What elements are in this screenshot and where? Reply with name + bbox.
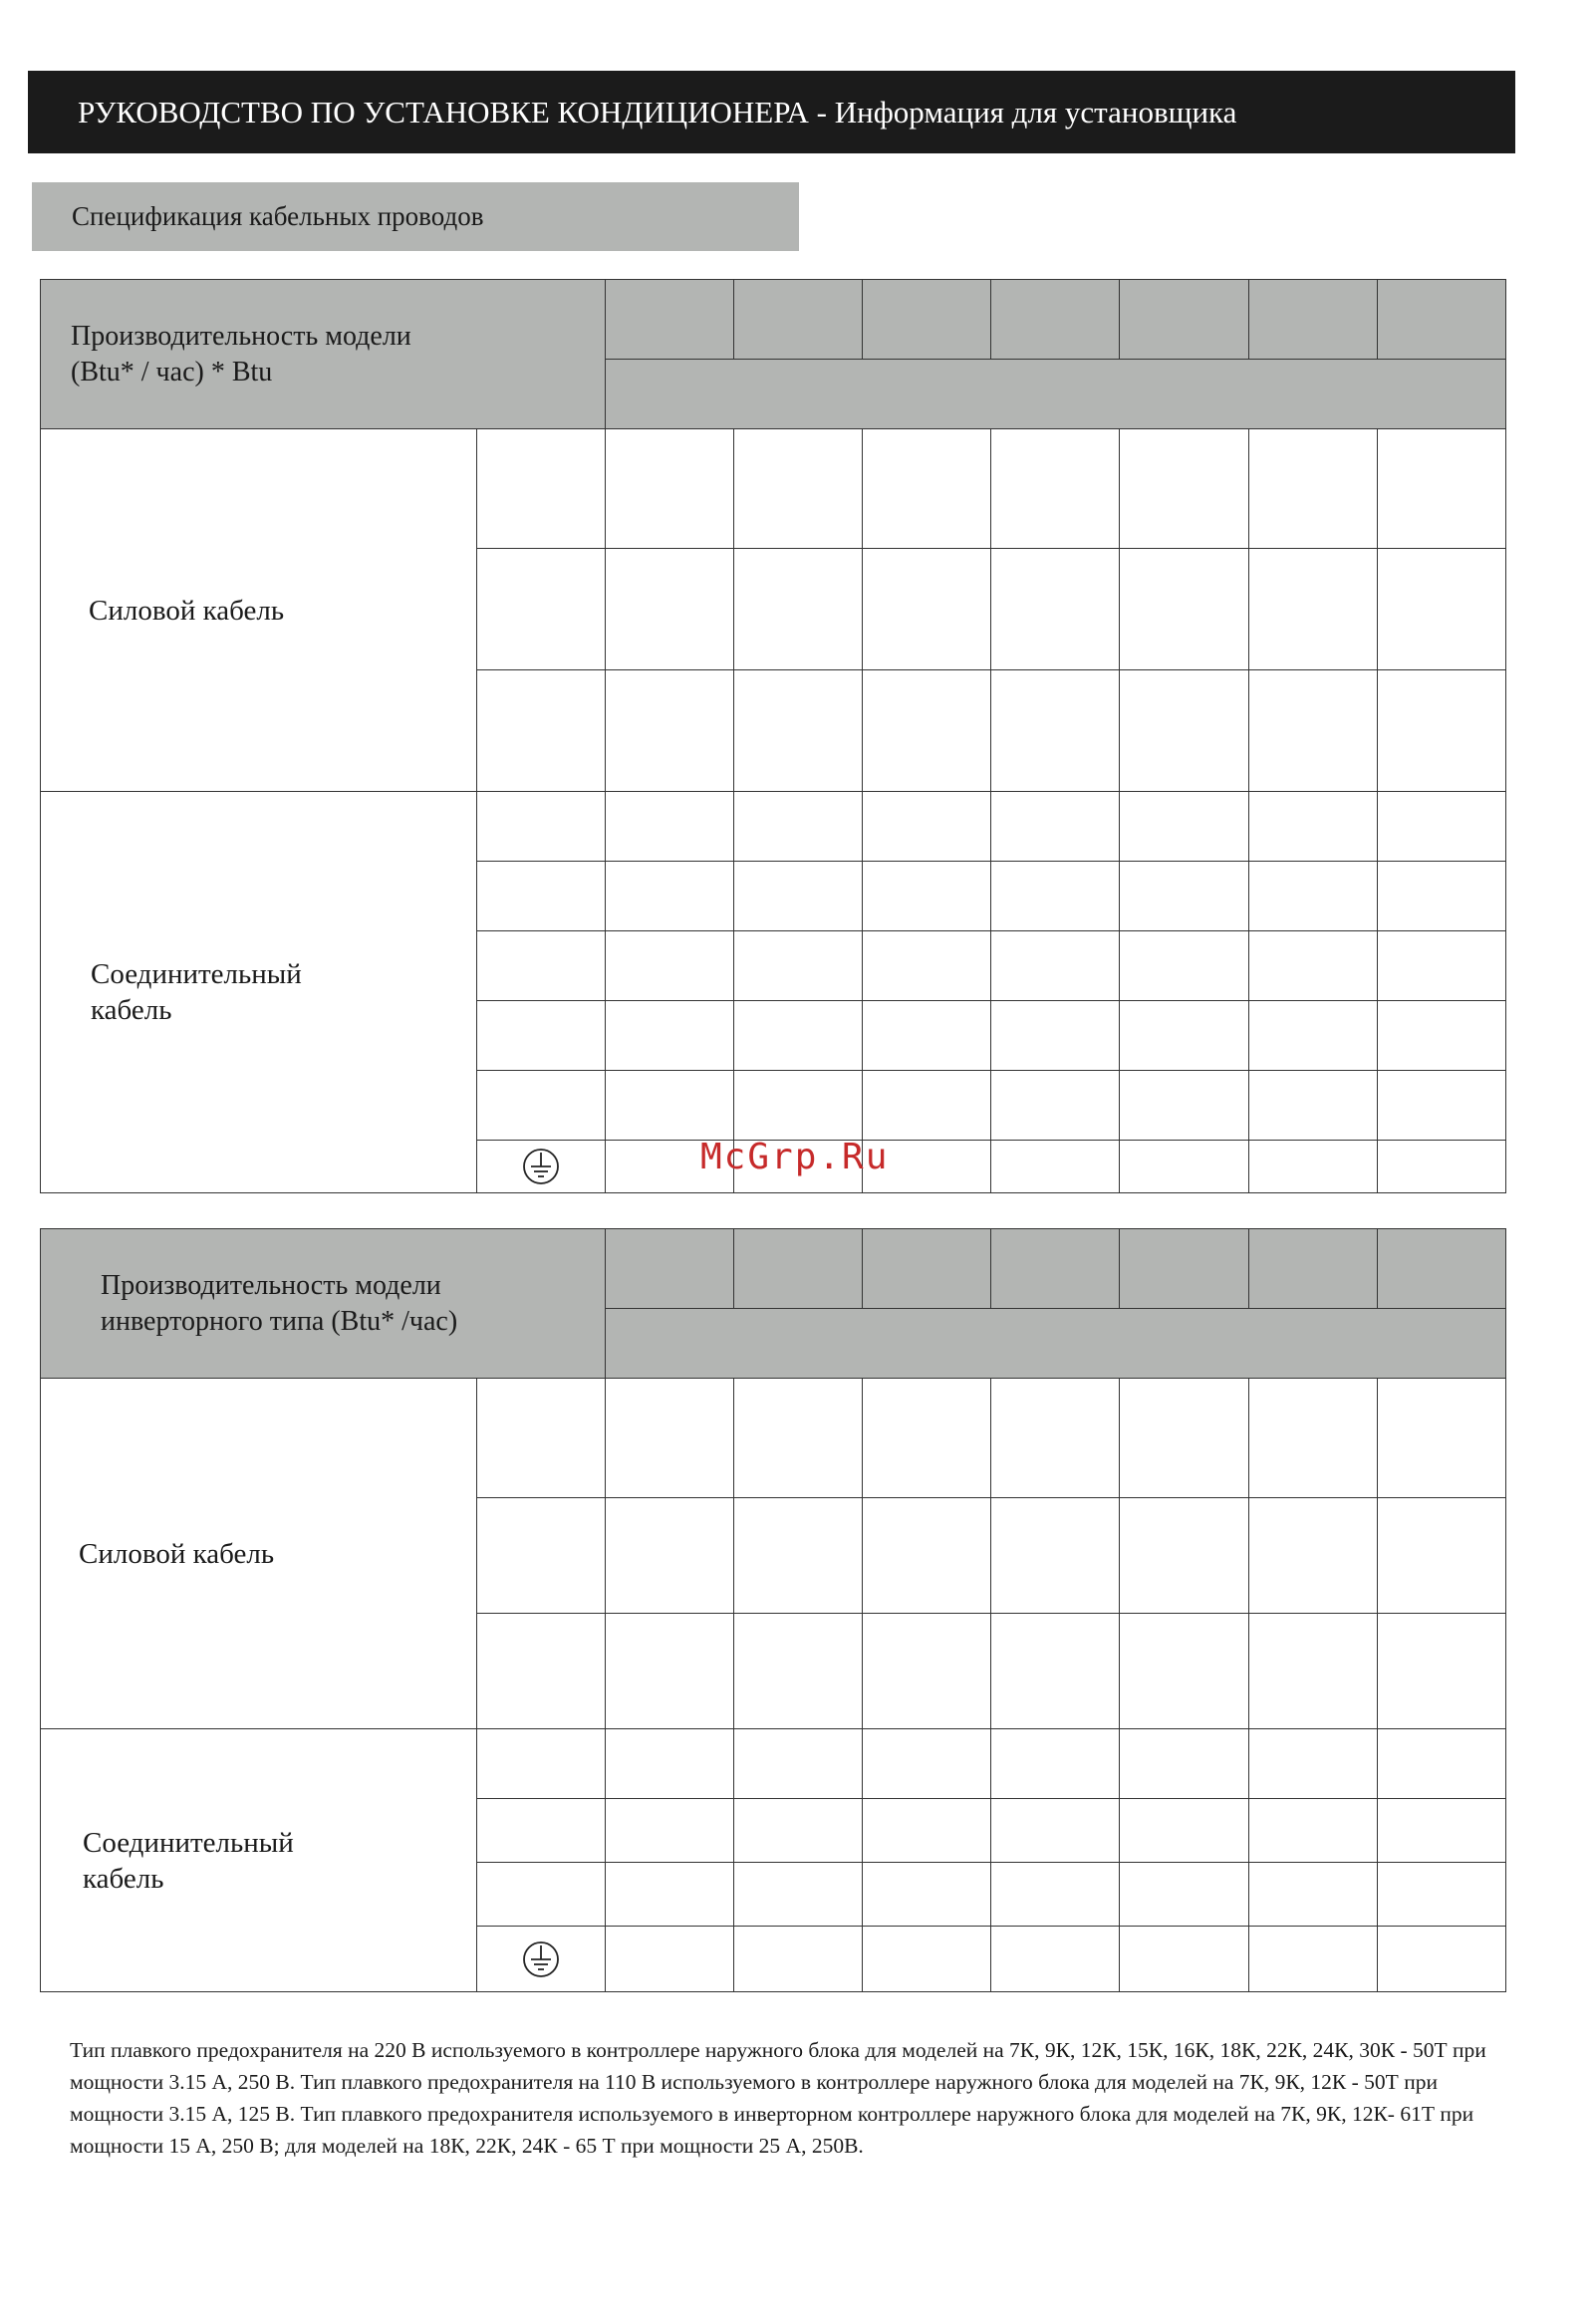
model-merged-cell — [605, 1309, 1505, 1379]
power-cable-label: Силовой кабель — [79, 1537, 275, 1570]
model-cell — [1377, 280, 1505, 360]
model-merged-cell — [605, 360, 1505, 429]
model-cell — [1120, 280, 1248, 360]
section-title: Спецификация кабельных проводов — [32, 182, 799, 251]
connection-cable-line2: кабель — [91, 994, 172, 1026]
model-cell — [605, 1229, 733, 1309]
connection-cable-line1: Соединительный — [91, 958, 302, 990]
model-cell — [1248, 1229, 1377, 1309]
model-cell — [1248, 280, 1377, 360]
model-cell — [991, 280, 1120, 360]
model-cell — [863, 1229, 991, 1309]
connection-cable-line1: Соединительный — [83, 1826, 294, 1859]
cable-spec-table-inverter — [40, 1228, 1506, 1992]
model-capacity-header — [41, 280, 606, 429]
ground-cell — [476, 1141, 605, 1193]
inverter-capacity-line1: Производительность модели — [101, 1269, 441, 1301]
connection-cable-line2: кабель — [83, 1862, 164, 1895]
page-header: РУКОВОДСТВО ПО УСТАНОВКЕ КОНДИЦИОНЕРА - Информация для установщика — [28, 71, 1515, 153]
ground-symbol-icon — [521, 1939, 561, 1979]
model-cell — [1120, 1229, 1248, 1309]
model-cell — [991, 1229, 1120, 1309]
ground-cell — [476, 1927, 605, 1992]
power-cable-label-cell — [41, 429, 477, 792]
model-capacity-line1: Производительность модели — [71, 320, 411, 352]
model-cell — [733, 1229, 862, 1309]
inverter-capacity-header — [41, 1229, 606, 1379]
model-cell — [1377, 1229, 1505, 1309]
inverter-capacity-line2: инверторного типа (Btu* /час) — [101, 1305, 458, 1337]
cable-spec-table-standard — [40, 279, 1506, 1193]
ground-symbol-icon — [521, 1147, 561, 1186]
model-capacity-line2: (Btu* / час) * Btu — [71, 356, 273, 387]
connection-cable-label-cell — [41, 1729, 477, 1992]
connection-cable-label-cell — [41, 792, 477, 1193]
model-cell — [863, 280, 991, 360]
watermark-text: McGrp.Ru — [700, 1137, 890, 1177]
model-cell — [733, 280, 862, 360]
model-cell — [605, 280, 733, 360]
power-cable-label: Силовой кабель — [89, 594, 285, 627]
power-cable-label-cell — [41, 1379, 477, 1729]
fuse-footnote: Тип плавкого предохранителя на 220 В используемого в контроллере наружного блока для моделей на 7К, 9К, 12К, 15К, 16К, 18К, 22К, 24К, 30К - 50Т при мощности 3.15 А, 250 В. Тип плавкого предохранителя на 110 В используемого в контроллере наружного блока для моделей на 7К, 9К, 12К - 50Т при мощности 3.15 А, 125 В. Тип плавкого предохранителя используемого в инверторном контроллере наружного блока для моделей на 7К, 9К, 12К- 61Т при мощности 15 А, 250 В; для моделей на 18К, 22К, 24К - 65 Т при мощности 25 А, 250В. — [70, 2038, 1486, 2158]
